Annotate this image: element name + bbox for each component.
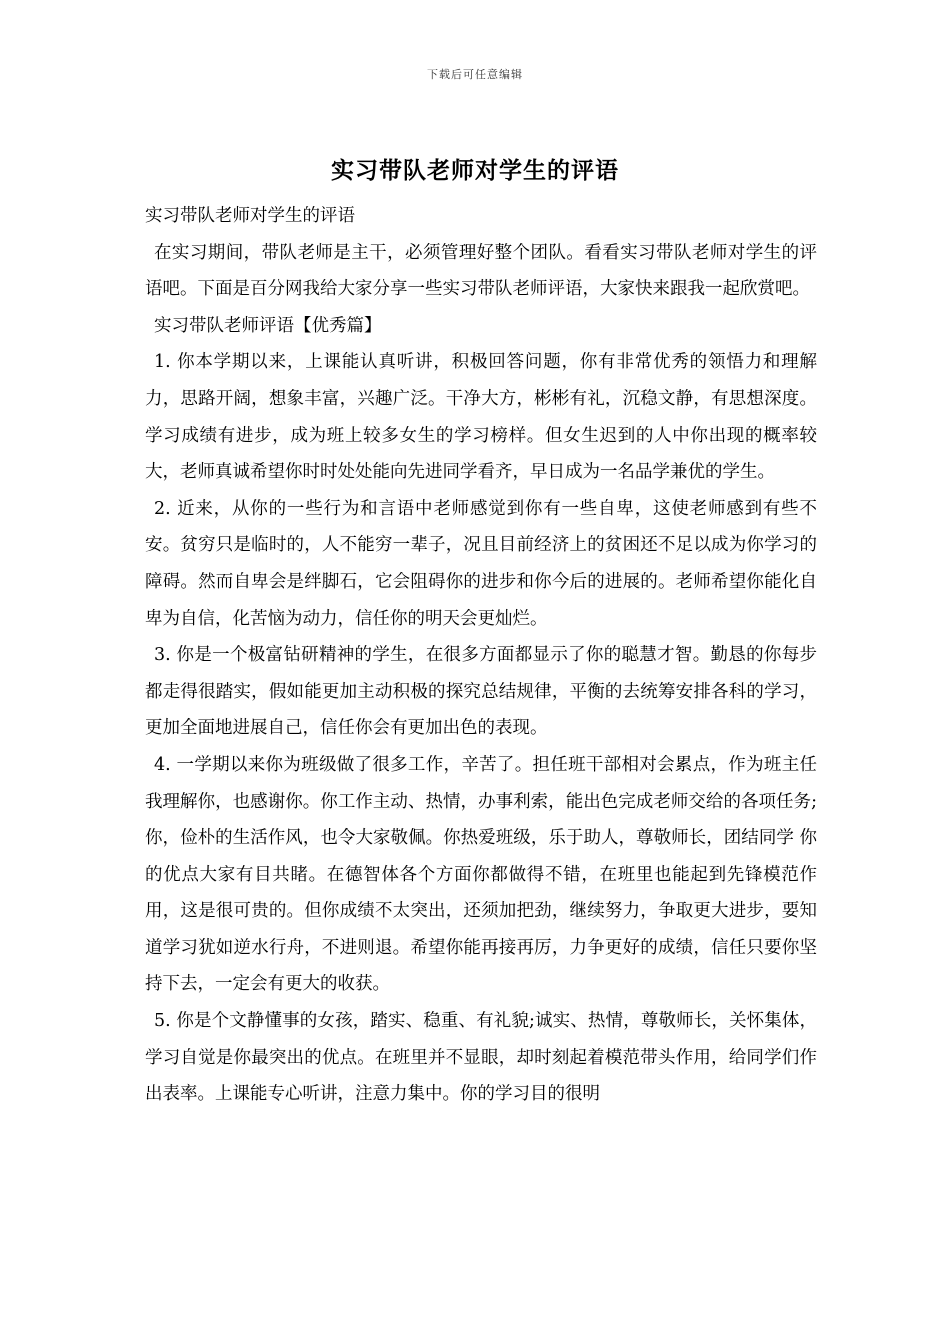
comment-paragraph-2: 2. 近来，从你的一些行为和言语中老师感觉到你有一些自卑，这使老师感到有些不安。贫穷只是临时的，人不能穷一辈子，况且目前经济上的贫困还不足以成为你学习的障碍。然而自卑会是绊脚石，它会阻碍你的进步和你今后的进展的。老师希望你能化自卑为自信，化苦恼为动力，信任你的明天会更灿烂。: [145, 498, 817, 629]
intro-paragraph: 在实习期间，带队老师是主干，必须管理好整个团队。看看实习带队老师对学生的评语吧。下面是百分网我给大家分享一些实习带队老师评语，大家快来跟我一起欣赏吧。: [145, 242, 817, 300]
document-title: 实习带队老师对学生的评语: [331, 157, 619, 184]
page-header-note: 下载后可任意编辑: [427, 68, 523, 81]
comment-paragraph-4: 4. 一学期以来你为班级做了很多工作，辛苦了。担任班干部相对会累点，作为班主任我理解你，也感谢你。你工作主动、热情，办事利索，能出色完成老师交给的各项任务;你，俭朴的生活作风，也令大家敬佩。你热爱班级，乐于助人，尊敬师长，团结同学 你的优点大家有目共睹。在德智体各个方面你都做得不错，在班里也能起到先锋模范作用，这是很可贵的。但你成绩不太突出，还须加把劲，继续努力，争取更大进步，要知道学习犹如逆水行舟，不进则退。希望你能再接再厉，力争更好的成绩，信任只要你坚持下去，一定会有更大的收获。: [145, 754, 817, 995]
comment-paragraph-3: 3. 你是一个极富钻研精神的学生，在很多方面都显示了你的聪慧才智。勤恳的你每步都走得很踏实，假如能更加主动积极的探究总结规律，平衡的去统筹安排各科的学习，更加全面地进展自己，信任你会有更加出色的表现。: [145, 645, 817, 739]
document-body: [145, 198, 817, 1113]
comment-paragraph-1: 1. 你本学期以来，上课能认真听讲，积极回答问题，你有非常优秀的领悟力和理解力，思路开阔，想象丰富，兴趣广泛。干净大方，彬彬有礼，沉稳文静，有思想深度。学习成绩有进步，成为班上较多女生的学习榜样。但女生迟到的人中你出现的概率较大，老师真诚希望你时时处处能向先进同学看齐，早日成为一名品学兼优的学生。: [145, 352, 817, 483]
section-heading: 实习带队老师评语【优秀篇】: [154, 315, 382, 336]
comment-paragraph-5: 5. 你是个文静懂事的女孩，踏实、稳重、有礼貌;诚实、热情，尊敬师长，关怀集体，学习自觉是你最突出的优点。在班里并不显眼，却时刻起着模范带头作用，给同学们作出表率。上课能专心听讲，注意力集中。你的学习目的很明: [145, 1011, 817, 1105]
subtitle-paragraph: 实习带队老师对学生的评语: [145, 206, 355, 226]
